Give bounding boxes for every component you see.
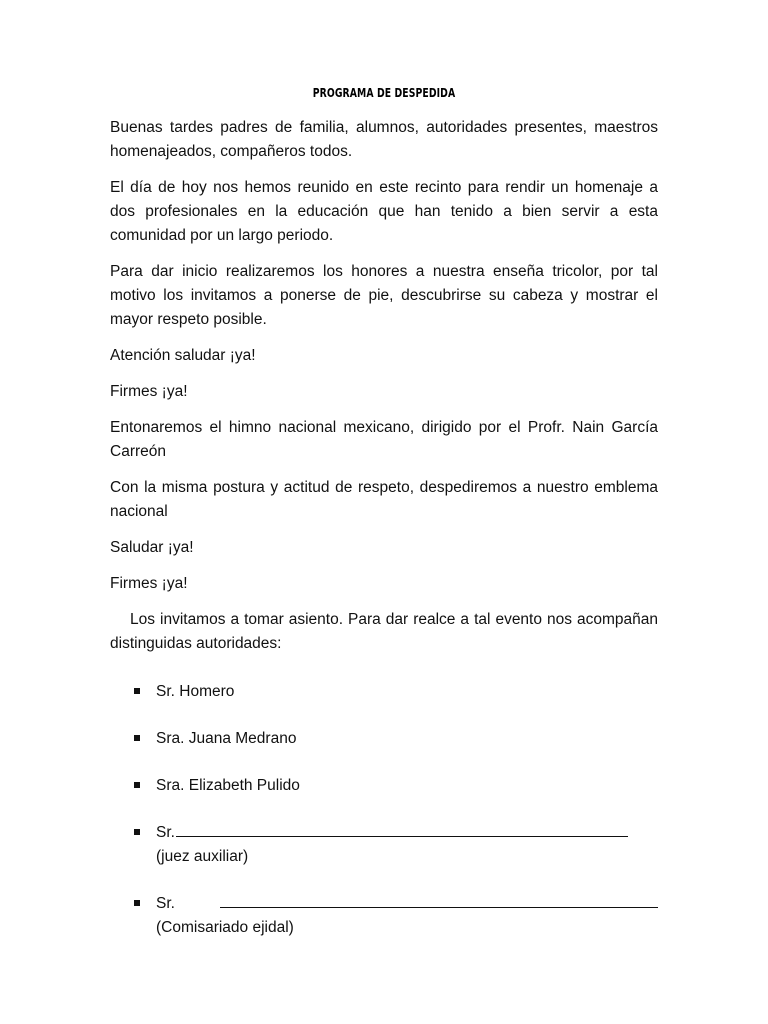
paragraph-purpose: El día de hoy nos hemos reunido en este recinto para rendir un homenaje a dos profesionales en la educación que han tenido a bien servir a esta comunidad por un largo periodo.	[110, 179, 658, 244]
list-item	[110, 821, 658, 869]
list-item	[110, 892, 658, 940]
authority-line	[156, 892, 658, 916]
list-item	[110, 727, 658, 751]
paragraph-greeting: Buenas tardes padres de familia, alumnos, autoridades presentes, maestros homenajeados, compañeros todos.	[110, 119, 658, 160]
paragraph-seating: Los invitamos a tomar asiento. Para dar realce a tal evento nos acompañan distinguidas autoridades:	[110, 611, 658, 652]
square-bullet-icon	[134, 782, 140, 788]
paragraph-farewell-emblem: Con la misma postura y actitud de respeto, despediremos a nuestro emblema nacional	[110, 479, 658, 520]
authority-name: Sr.	[156, 895, 175, 912]
fill-in-blank-line	[176, 821, 628, 837]
paragraph-firmes-1: Firmes ¡ya!	[110, 383, 188, 400]
authority-line	[156, 821, 658, 845]
list-item	[110, 680, 658, 704]
authority-name: Sra. Juana Medrano	[156, 730, 297, 747]
authorities-list	[110, 680, 658, 940]
document-body	[110, 116, 658, 963]
authority-name: Sra. Elizabeth Pulido	[156, 777, 300, 794]
square-bullet-icon	[134, 829, 140, 835]
paragraph-honors: Para dar inicio realizaremos los honores a nuestra enseña tricolor, por tal motivo los invitamos a ponerse de pie, descubrirse su cabeza y mostrar el mayor respeto posible.	[110, 263, 658, 328]
document-title: PROGRAMA DE DESPEDIDA	[312, 86, 456, 100]
list-item	[110, 774, 658, 798]
authority-role: (Comisariado ejidal)	[156, 919, 294, 936]
authority-role: (juez auxiliar)	[156, 848, 249, 865]
authority-name: Sr. Homero	[156, 683, 235, 700]
authority-name: Sr.	[156, 824, 175, 841]
square-bullet-icon	[134, 900, 140, 906]
square-bullet-icon	[134, 735, 140, 741]
paragraph-salute: Saludar ¡ya!	[110, 539, 194, 556]
fill-in-blank-line	[220, 892, 658, 908]
square-bullet-icon	[134, 688, 140, 694]
paragraph-firmes-2: Firmes ¡ya!	[110, 575, 188, 592]
paragraph-attention: Atención saludar ¡ya!	[110, 347, 256, 364]
paragraph-anthem: Entonaremos el himno nacional mexicano, dirigido por el Profr. Nain García Carreón	[110, 419, 658, 460]
